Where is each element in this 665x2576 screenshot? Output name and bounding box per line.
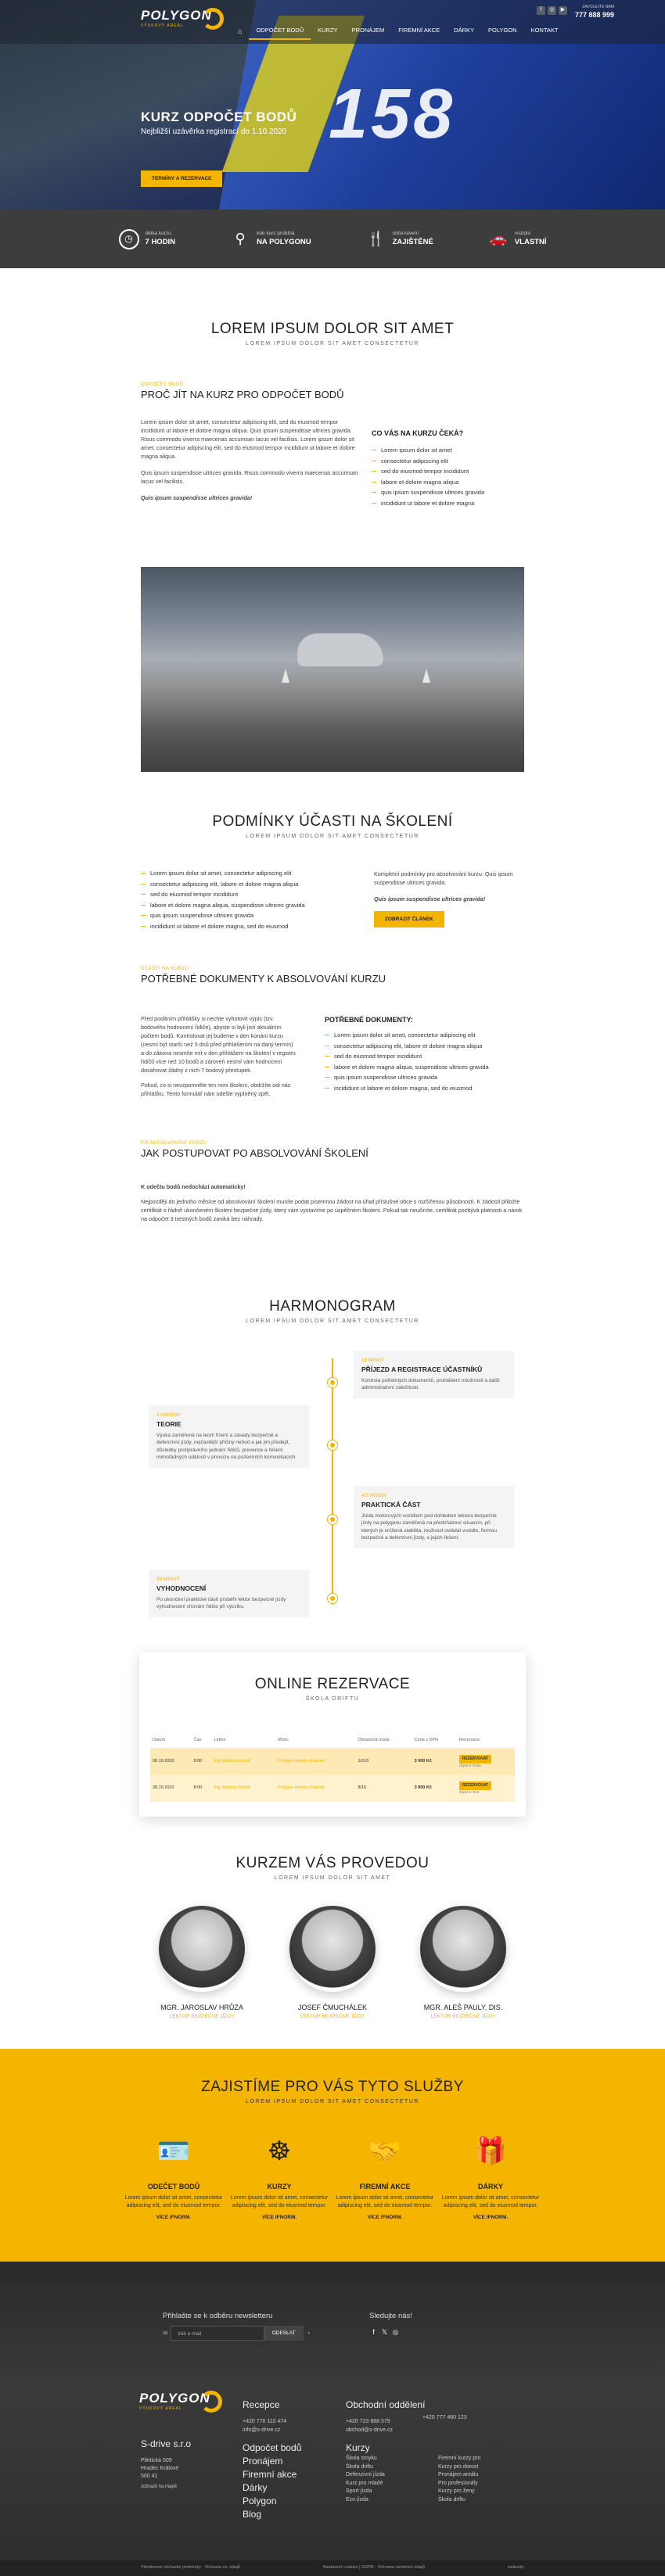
col-header: Datum	[150, 1734, 191, 1748]
member-role: LEKTOR BEZPEČNÉ JÍZDY	[169, 2014, 235, 2020]
after-bold: K odečtu bodů nedochází automaticky!	[141, 1182, 246, 1190]
docs-list-title: POTŘEBNÉ DOKUMENTY:	[325, 1016, 413, 1024]
intro-paragraph-3: Quis ipsum suspendisse ultrices gravida!	[141, 493, 253, 501]
steering-wheel-icon: ☸	[267, 2137, 292, 2167]
reception-title: Recepce	[243, 2399, 280, 2410]
car-shape	[297, 633, 383, 666]
member-name: MGR. JAROSLAV HRŮZA	[160, 2004, 243, 2011]
conditions-subtitle: LOREM IPSUM DOLOR SIT AMET CONSECTETUR	[246, 834, 419, 839]
avatar	[289, 1906, 376, 1992]
intro-subtitle: LOREM IPSUM DOLOR SIT AMET CONSECTETUR	[246, 341, 419, 346]
avatar	[159, 1906, 245, 1992]
service-heading: ODEČET BODŮ	[147, 2183, 200, 2190]
intro-paragraph-2: Quis ipsum suspendisse ultrices gravida. Risus commodo viverra maecenas accumsan lacus vel facilisis.	[141, 468, 358, 485]
service-heading: KURZY	[267, 2183, 292, 2190]
footer-link[interactable]: Defenzivní jízda	[346, 2472, 385, 2477]
cookies-link[interactable]: Nastavení cookies | GDPR - Ochrana osobních údajů	[322, 2565, 425, 2571]
nav-darky[interactable]: DÁRKY	[454, 27, 475, 34]
terms-reservation-button[interactable]: TERMÍNY A REZERVACE	[141, 170, 222, 187]
twitter-icon[interactable]: 𝕏	[381, 2327, 388, 2336]
cell-price: 3 900 Kč	[412, 1775, 457, 1802]
list-item: labore et dolore magna aliqua	[372, 477, 528, 488]
docs-left	[141, 1014, 297, 1098]
col-header: Cena s DPH	[412, 1734, 457, 1748]
cell-seats: 12/16	[356, 1748, 412, 1774]
footer-link[interactable]: Škola smyku	[346, 2456, 377, 2461]
reserve-button[interactable]: REZERVOVAT	[459, 1755, 491, 1763]
nav-odpocet-bodu[interactable]: ODPOČET BODŮ	[249, 23, 311, 40]
youtube-icon[interactable]: ▶	[559, 6, 567, 15]
newsletter-email-input[interactable]: Váš e-mail	[171, 2326, 264, 2341]
footer-links-courses	[346, 2441, 385, 2504]
phone-label: ZAVOLEJTE NÁM	[582, 5, 614, 9]
top-navigation-bar	[0, 0, 665, 44]
seats-left-note: zbývá 8 míst	[458, 1789, 480, 1794]
list-item: incididunt ut labore et dolore magna, sed do eiusmod	[141, 921, 352, 932]
reception-column	[243, 2398, 286, 2434]
intro-right	[372, 429, 528, 508]
main-nav	[231, 23, 565, 40]
col-header: Čas	[191, 1734, 211, 1748]
timeline-dot	[328, 1594, 337, 1603]
table-row	[150, 1748, 515, 1774]
footer-link[interactable]: Pronájem	[243, 2456, 283, 2467]
footer-link[interactable]: Firemní kurzy pro	[438, 2456, 481, 2461]
reception-phone[interactable]: +420 770 110 474	[243, 2419, 287, 2425]
footer-link[interactable]: Firemní akce	[243, 2469, 297, 2480]
conditions-header	[0, 813, 665, 841]
footer-link[interactable]: Kurzy pro ženy	[438, 2488, 475, 2494]
docs-paragraph-2: Pokud, co si nevzpomněte ten mini školení, obdržíte odi nás přihlášku. Tento formulář nám odešle vyplněný zpět.	[141, 1082, 291, 1097]
clock-icon: ◷	[119, 229, 139, 249]
nav-kontakt[interactable]: KONTAKT	[530, 27, 559, 34]
intro-heading: PROČ JÍT NA KURZ PRO ODPOČET BODŮ	[141, 388, 344, 400]
nav-pronajem[interactable]: PRONÁJEM	[351, 27, 385, 34]
business-mail[interactable]: obchod@s-drive.cz	[346, 2427, 394, 2433]
logo-subtext: VÝUKOVÝ AREÁL	[139, 2406, 182, 2411]
cell-place[interactable]: Polygon Hradec Králové	[275, 1748, 355, 1774]
instagram-icon[interactable]: ◎	[548, 6, 556, 15]
team-header	[0, 1855, 665, 1882]
terms-link[interactable]: Všeobecné obchodní podmínky · Ochrana os. údajů	[141, 2565, 240, 2571]
list-item: Lorem ipsum dolor sit amet, consectetur adipiscing elit	[325, 1030, 536, 1041]
logo-circle	[200, 2391, 222, 2413]
docs-list	[325, 1030, 536, 1093]
logo-circle	[202, 8, 224, 30]
list-item: sed do eiusmod tempor incididunt	[372, 466, 528, 477]
facebook-icon[interactable]: f	[372, 2327, 375, 2336]
hero	[0, 0, 665, 210]
dining-icon: 🍴	[367, 231, 385, 247]
footer-link[interactable]: Škola driftu	[346, 2463, 374, 2470]
schedule-card-theory	[149, 1405, 309, 1468]
reserve-button[interactable]: REZERVOVAT	[459, 1781, 491, 1790]
after-paragraph: Nejpozději do jednoho měsíce od absolvování školení musíte podat písemnou žádost na úřad příslušné obce s rozšířenou působností. K žádosti přiložte certifikát o řádně ukončeném školení bezpečné jízdy, který vám vystavíme po úspěšném školení. Pokud tak neučiníte, certifikát pozbývá platnosti a nárok na odpočet 3 trestných bodů zaniká bez náhrady.	[141, 1197, 523, 1222]
service-more-link[interactable]: VÍCE IFNORM.	[261, 2215, 297, 2221]
cell-price: 3 900 Kč	[412, 1748, 457, 1774]
timeline-line	[332, 1358, 333, 1605]
list-item: consectetur adipiscing elit, labore et dolore magna aliqua	[325, 1041, 536, 1052]
cone-shape	[422, 669, 430, 683]
footer-link[interactable]: Sport jízda	[346, 2488, 372, 2494]
member-role: LEKTOR BEZPEČNÉ JÍZDY	[300, 2014, 365, 2020]
stat-value: VLASTNÍ	[514, 238, 547, 247]
col-header: Lektor	[212, 1734, 276, 1748]
hero-title: KURZ ODPOČET BODŮ	[141, 109, 297, 124]
card-heading: VYHODNOCENÍ	[156, 1584, 207, 1593]
author-link[interactable]: webovky	[507, 2565, 524, 2571]
docs-right	[325, 1015, 536, 1093]
intro-tag: ODPOČET BODŮ	[141, 382, 184, 387]
business-column	[346, 2398, 425, 2434]
gift-icon: 🎁	[473, 2137, 508, 2167]
drift-car-photo	[141, 567, 524, 772]
footer-link[interactable]: Pronájem areálu	[438, 2472, 479, 2477]
card-heading: PŘÍJEZD A REGISTRACE ÚČASTNÍKŮ	[361, 1365, 483, 1374]
service-more-link[interactable]: VÍCE IFNORM.	[156, 2215, 192, 2221]
footer-link[interactable]: Kurzy	[346, 2442, 370, 2453]
handshake-icon: 🤝	[368, 2137, 402, 2167]
timeline-dot	[328, 1440, 337, 1450]
company-name: S-drive s.r.o	[141, 2438, 192, 2449]
stat-value: 7 HODIN	[145, 238, 176, 247]
newsletter-submit-button[interactable]: ODESLAT	[264, 2326, 304, 2341]
header-contact	[540, 5, 614, 20]
cell-place[interactable]: Polygon Hradec Králové	[275, 1775, 355, 1802]
cell-lecturer[interactable]: Ing. Martina Dostál	[212, 1775, 276, 1802]
service-heading: FIREMNÍ AKCE	[359, 2183, 411, 2190]
stat-value: NA POLYGONU	[257, 238, 311, 247]
footer-link[interactable]: Eco jízda	[346, 2496, 368, 2502]
footer-link[interactable]: Blog	[243, 2509, 262, 2520]
reservation-title: ONLINE REZERVACE	[254, 1676, 411, 1692]
service-text: Lorem ipsum dolor sit amet, consectetur adipiscing elit, sed do eiusmod tempor.	[230, 2195, 329, 2208]
cell-lecturer[interactable]: Ing. Martina Dostál	[212, 1748, 276, 1774]
bottom-bar	[0, 2560, 665, 2576]
show-map-link[interactable]: zobrazit na mapě	[141, 2485, 178, 2490]
cell-time: 8:00	[191, 1748, 211, 1774]
newsletter-form	[163, 2326, 315, 2341]
stat-label: vozidlo	[514, 230, 531, 236]
table-row	[150, 1775, 515, 1802]
hero-subtitle: Nejbližší uzávěrka registrací do 1.10.2020	[141, 127, 287, 136]
car-number: 158	[329, 75, 456, 153]
home-icon[interactable]: ⌂	[238, 27, 243, 35]
company-info	[141, 2438, 215, 2491]
stat-value: ZAJIŠTĚNÉ	[392, 238, 433, 247]
reservation-subtitle: ŠKOLA DRIFTU	[305, 1696, 360, 1702]
timeline-dot	[328, 1515, 337, 1524]
list-item: quis ipsum suspendisse ultrices gravida	[141, 910, 352, 921]
docs-tag: ÚČASTI NA KURZU	[141, 967, 189, 971]
newsletter-title: Přihlašte se k odběru newsletteru	[163, 2312, 273, 2320]
schedule-card-practice	[354, 1486, 514, 1548]
cell-date: 09.10.2020	[150, 1748, 191, 1774]
member-name: MGR. ALEŠ PAULY, DIS.	[423, 2004, 503, 2011]
service-item	[330, 2130, 440, 2221]
stat-vehicle	[488, 229, 547, 249]
cone-shape	[282, 669, 289, 683]
logo-text: POLYGON	[139, 2391, 210, 2406]
services-subtitle: LOREM IPSUM DOLOR SIT AMET CONSECTETUR	[246, 2099, 419, 2104]
col-header: Rezervace	[457, 1734, 515, 1748]
service-text: Lorem ipsum dolor sit amet, consectetur adipiscing elit, sed do eiusmod tempor.	[441, 2195, 540, 2208]
list-item: Lorem ipsum dolor sit amet	[372, 445, 528, 456]
cell-seats: 8/16	[356, 1775, 412, 1802]
service-more-link[interactable]: VÍCE IFNORM.	[473, 2215, 509, 2221]
docs-header	[141, 966, 516, 985]
logo-text: POLYGON	[141, 8, 212, 23]
card-heading: PRAKTICKÁ ČÁST	[361, 1501, 421, 1509]
conditions-list	[141, 868, 352, 931]
services-title: ZAJISTÍME PRO VÁS TYTO SLUŽBY	[201, 2079, 464, 2095]
intro-left	[141, 382, 360, 502]
nav-firemni-akce[interactable]: FIREMNÍ AKCE	[398, 27, 440, 34]
footer-link[interactable]: Kurz pro mladé	[346, 2480, 383, 2486]
reservation-table	[150, 1734, 515, 1802]
footer-link[interactable]: Kurzy pro dorost	[438, 2463, 479, 2470]
course-stats-bar	[0, 210, 665, 268]
facebook-icon[interactable]: f	[537, 6, 545, 15]
after-tag: PO ABSOLVOVÁNÍ KURZU	[141, 1141, 207, 1146]
docs-heading: POTŘEBNÉ DOKUMENTY K ABSOLVOVÁNÍ KURZU	[141, 972, 386, 985]
car-icon: 🚗	[489, 231, 508, 247]
card-text: Kontrola potřebných dokumentů, prohlášení totožnosti a další administrativní záležitosti.	[361, 1377, 500, 1391]
follow-us-title: Sledujte nás!	[369, 2312, 412, 2320]
business-phone[interactable]: +420 723 888 579	[346, 2419, 390, 2425]
list-item: consectetur adipiscing elit, labore et dolore magna aliqua	[141, 879, 352, 890]
team-member	[401, 1906, 526, 2020]
conditions-list-wrap	[141, 868, 352, 931]
logo[interactable]	[141, 8, 212, 29]
arrow-icon[interactable]: ›	[304, 2326, 315, 2341]
phone-number[interactable]: 777 888 999	[574, 11, 614, 20]
team-member	[139, 1906, 264, 2020]
col-header: Místo	[275, 1734, 355, 1748]
card-time: 15 MINUT	[361, 1358, 385, 1363]
service-item	[225, 2130, 334, 2221]
intro-paragraph-1: Lorem ipsum dolor sit amet, consectetur adipiscing elit, sed do eiusmod tempor incididunt ut labore et dolore magna aliqua. Quis ipsum suspendisse ultrices gravida. Risus commodo viverra maecenas accumsan lacus vel facilisis. Lorem ipsum dolor sit amet, consectetur adipiscing elit, sed do eiusmod tempor incididunt ut labore et dolore magna aliqua.	[141, 418, 355, 460]
stat-label: kde kurz probíhá	[257, 230, 295, 236]
member-role: LEKTOR BEZPEČNÉ JÍZDY	[430, 2014, 496, 2020]
team-title: KURZEM VÁS PROVEDOU	[235, 1855, 430, 1871]
footer-logo[interactable]	[139, 2391, 210, 2412]
stat-label: občerstvení	[392, 230, 419, 236]
schedule-header	[0, 1298, 665, 1326]
docs-paragraph-1: Před podáním přihlášky si nechte vyhotovit výpis (tzv. bodového hodnocení řidiče), abyste si byli jistí aktuálním počtem bodů. Kontrolovat jej budeme v den konání kurzu (nesmí být starší než 5 dnů před přihlášením na daný termín) a do zákona nesmíte mít v den přihlášení na školení v registru řidičů více než 10 bodů a zároveň nesmí vám hodnocení dosahovat žádný z nich 7 bodový přestupek.	[141, 1015, 296, 1074]
card-heading: TEORIE	[156, 1420, 182, 1429]
footer	[0, 2262, 665, 2576]
footer-links-extra	[438, 2455, 480, 2504]
seats-left-note: zbývá 4 místa	[458, 1763, 481, 1768]
team-member	[270, 1906, 395, 2020]
stat-location	[230, 229, 311, 249]
nav-kurzy[interactable]: KURZY	[318, 27, 338, 34]
intro-list-title: CO VÁS NA KURZU ČEKÁ?	[372, 429, 464, 437]
list-item: labore et dolore magna aliqua, suspendisse ultrices gravida	[325, 1062, 536, 1073]
cell-time: 8:00	[191, 1775, 211, 1802]
member-name: JOSEF ČMUCHÁLEK	[297, 2004, 367, 2011]
intro-list	[372, 445, 528, 508]
after-course-section	[141, 1140, 524, 1223]
card-time: 2 HODINY	[156, 1412, 181, 1418]
instagram-icon[interactable]: ◎	[392, 2327, 399, 2336]
card-text: Po ukončení praktické části proběhl lektor bezpečné jízdy vyhodnocení chování řidiče při výcviku.	[156, 1596, 286, 1610]
stat-refreshments	[366, 229, 433, 249]
list-item: consectetur adipiscing elit	[372, 456, 528, 467]
card-text: Jízda motorových vozidlem pod dohledem lektora bezpečné jízdy na polygonu zaměřená na předcházení situacím, při kterých je snížená stabilita, možnost ovládat vozidlo, formou bezpečné a defenzivní jízdy, a jejich řešení.	[361, 1512, 498, 1541]
business-title: Obchodní oddělení	[346, 2399, 426, 2410]
schedule-title: HARMONOGRAM	[269, 1298, 396, 1315]
footer-social	[369, 2328, 400, 2337]
cell-reserve	[457, 1748, 515, 1774]
online-reservation-box	[139, 1652, 526, 1817]
footer-link[interactable]: Odpočet bodů	[243, 2442, 302, 2453]
list-item: sed do eiusmod tempor incididunt	[141, 889, 352, 900]
table-header-row	[150, 1734, 515, 1748]
conditions-title: PODMÍNKY ÚČASTI NA ŠKOLENÍ	[212, 813, 453, 830]
company-address: Piletická 509 Hradec Králové 500 41	[141, 2458, 179, 2480]
service-text: Lorem ipsum dolor sit amet, consectetur adipiscing elit, sed do eiusmod tempor.	[336, 2195, 434, 2208]
avatar	[420, 1906, 506, 1992]
cell-date: 28.10.2020	[150, 1775, 191, 1802]
cell-reserve	[457, 1775, 515, 1802]
schedule-card-evaluation	[149, 1570, 309, 1617]
list-item: sed do eiusmod tempor incididunt	[325, 1051, 536, 1062]
footer-link[interactable]: Škola driftu	[438, 2496, 466, 2502]
hero-text	[141, 109, 297, 138]
reception-mail[interactable]: info@s-drive.cz	[243, 2427, 281, 2433]
card-time: 30 MINUT	[156, 1577, 180, 1582]
stat-label: délka kurzu	[145, 230, 171, 236]
timeline-dot	[328, 1378, 337, 1387]
footer-link[interactable]: Polygon	[243, 2495, 277, 2506]
footer-links-main	[243, 2441, 301, 2521]
logo-subtext: VÝUKOVÝ AREÁL	[141, 23, 184, 28]
card-text: Výuka zaměřená na teorii řízení a zásady bezpečné a defenzivní jízdy, nejčastější příčiny nehod a jak jim předejít, důsledky protiprávního jednání řidičů, prevence a řešení mimořádných události v provozu na pozemních komunikacích.	[156, 1432, 297, 1461]
footer-link[interactable]: Dárky	[243, 2482, 268, 2493]
team-subtitle: LOREM IPSUM DOLOR SIT AMET	[274, 1875, 391, 1881]
service-item	[119, 2130, 228, 2221]
service-item	[436, 2130, 545, 2221]
list-item: incididunt ut labore et dolore magna, sed do eiusmod	[325, 1083, 536, 1094]
list-item: Lorem ipsum dolor sit amet, consectetur adipiscing elit	[141, 868, 352, 879]
col-header: Obsazená místa	[356, 1734, 412, 1748]
after-heading: JAK POSTUPOVAT PO ABSOLVOVÁNÍ ŠKOLENÍ	[141, 1146, 368, 1159]
license-icon: 🪪	[156, 2137, 191, 2167]
services-section	[0, 2049, 665, 2262]
business-phone-2[interactable]: +420 777 460 123	[422, 2415, 467, 2420]
conditions-text: Kompletní podmínky pro absolvování kurzu: Quis ipsum suspendisse ultrices gravida.	[374, 870, 513, 886]
list-item: incididunt ut labore et dolore magna	[372, 498, 528, 509]
list-item: labore et dolore magna aliqua, suspendisse ultrices gravida	[141, 900, 352, 911]
conditions-text-2: Quis ipsum suspendisse ultrices gravida!	[374, 895, 486, 902]
footer-link[interactable]: Pro profesionály	[438, 2480, 478, 2486]
service-text: Lorem ipsum dolor sit amet, consectetur adipiscing elit, sed do eiusmod tempor.	[124, 2195, 223, 2208]
schedule-card-arrival	[354, 1351, 514, 1398]
intro-title: LOREM IPSUM DOLOR SIT AMET	[210, 321, 455, 337]
stat-duration	[119, 229, 176, 249]
map-pin-icon: ⚲	[235, 231, 246, 247]
schedule-subtitle: LOREM IPSUM DOLOR SIT AMET CONSECTETUR	[246, 1318, 419, 1324]
list-item: quis ipsum suspendisse ultrices gravida	[372, 487, 528, 498]
nav-polygon[interactable]: POLYGON	[488, 27, 517, 34]
mail-icon: ✉	[163, 2329, 168, 2337]
intro-section	[0, 321, 665, 348]
service-more-link[interactable]: VÍCE IFNORM.	[367, 2215, 403, 2221]
service-heading: DÁRKY	[477, 2183, 503, 2190]
show-article-button[interactable]: ZOBRAZIT ČLÁNEK	[374, 911, 444, 927]
list-item: quis ipsum suspendisse ultrices gravida	[325, 1072, 536, 1083]
card-time: 4,5 HODIN	[361, 1493, 386, 1498]
conditions-right	[374, 870, 530, 927]
